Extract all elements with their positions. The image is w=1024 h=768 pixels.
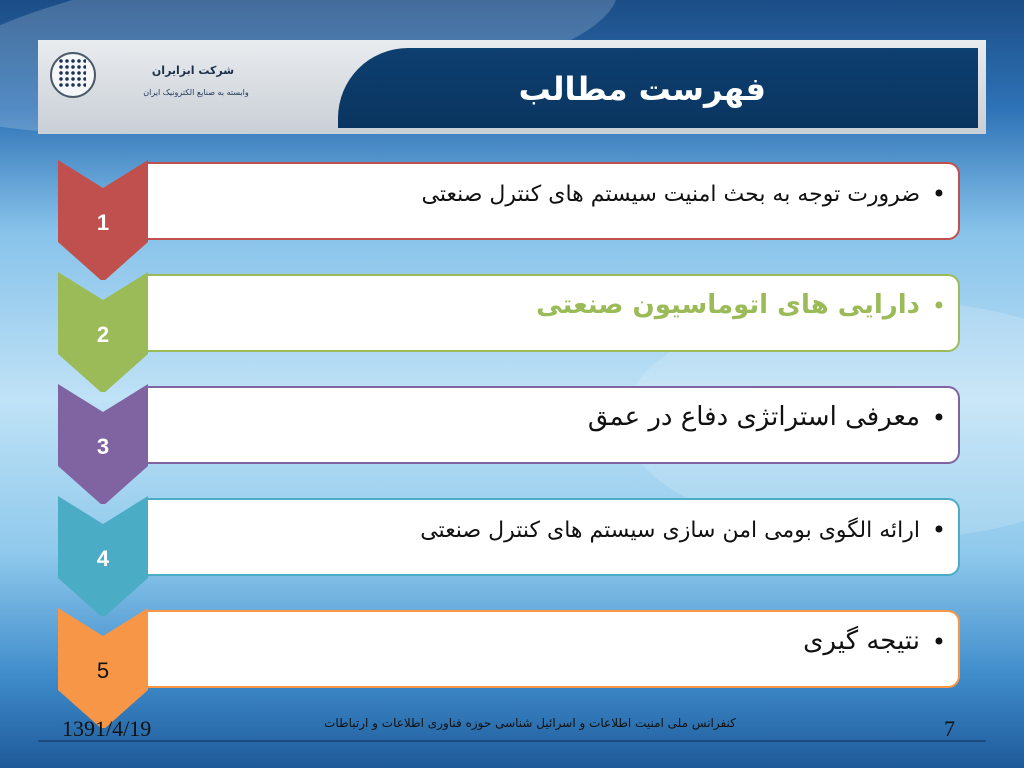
- item-text: ارائه الگوی بومی امن سازی سیستم های کنترل صنعتی: [420, 518, 920, 543]
- company-name: شرکت ابزایران: [151, 64, 235, 77]
- footer-divider: [38, 740, 986, 742]
- item-number: 4: [96, 546, 110, 571]
- item-text: دارایی های اتوماسیون صنعتی: [536, 290, 920, 320]
- bullet-icon: •: [931, 180, 946, 208]
- item-text: ضرورت توجه به بحث امنیت سیستم های کنترل صنعتی: [421, 182, 920, 207]
- item-box: [148, 274, 960, 352]
- list-item-3[interactable]: [58, 384, 966, 504]
- bullet-icon: •: [931, 292, 946, 320]
- slide-header: [38, 40, 986, 134]
- item-number: 3: [96, 434, 110, 459]
- slide-title: فهرست مطالب: [518, 70, 766, 108]
- item-number: 1: [96, 210, 110, 235]
- item-box: [148, 162, 960, 240]
- item-box: [148, 498, 960, 576]
- list-item-5[interactable]: [58, 608, 966, 728]
- item-box: [148, 610, 960, 688]
- footer-conference: کنفرانس ملی امنیت اطلاعات و اسرائیل شناسی حوزه فناوری اطلاعات و ارتباطات: [324, 716, 736, 730]
- item-number: 2: [96, 322, 110, 347]
- list-item-1[interactable]: [58, 160, 966, 280]
- item-box: [148, 386, 960, 464]
- bullet-icon: •: [931, 404, 946, 432]
- list-item-4[interactable]: [58, 496, 966, 616]
- item-number: 5: [96, 658, 110, 683]
- logo-dots-icon: [58, 58, 86, 88]
- bullet-icon: •: [931, 628, 946, 656]
- company-logo: [44, 46, 336, 128]
- page-number: 7: [944, 716, 955, 741]
- list-item-2[interactable]: [58, 272, 966, 392]
- company-subtitle: وابسته به صنایع الکترونیک ایران: [143, 88, 249, 97]
- footer-date: 1391/4/19: [62, 716, 152, 741]
- item-text: نتیجه گیری: [803, 626, 920, 656]
- bullet-icon: •: [931, 516, 946, 544]
- item-text: معرفی استراتژی دفاع در عمق: [587, 402, 920, 432]
